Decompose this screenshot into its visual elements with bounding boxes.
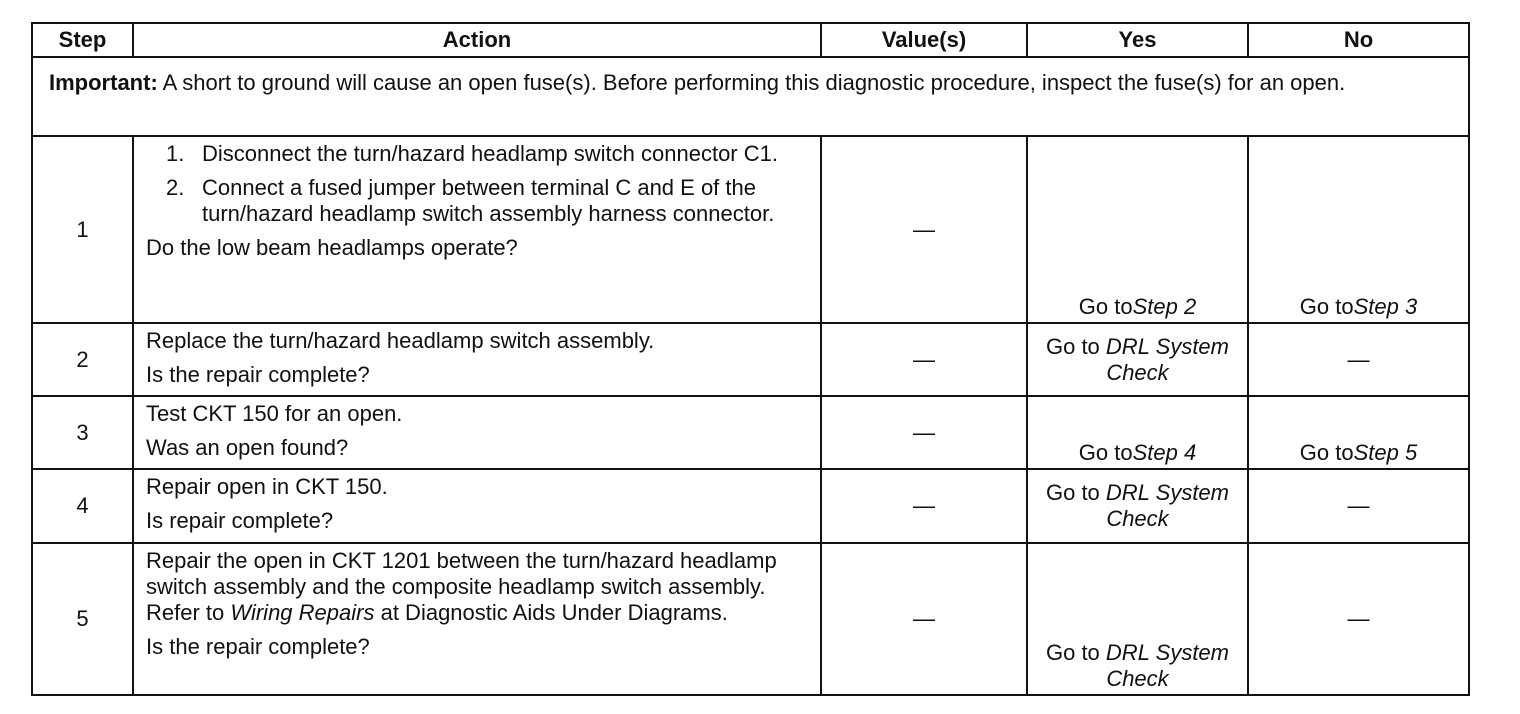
substep-text: Disconnect the turn/hazard headlamp switch connector C1. [202,141,778,166]
no-cell: — [1248,469,1469,543]
diagnostic-table [31,22,1470,696]
substep-number: 2. [166,175,185,200]
step-question: Was an open found? [146,435,349,460]
yes-cell [1027,396,1248,469]
important-label: Important: [49,70,158,95]
table-row [32,323,1469,396]
important-text: A short to ground will cause an open fuse(s). Before performing this diagnostic procedure, inspect the fuse(s) for an open. [162,70,1346,95]
step-number: 5 [32,543,133,695]
yes-cell [1027,323,1248,396]
action-text: Replace the turn/hazard headlamp switch assembly. [146,328,655,353]
yes-prefix: Go to [1078,294,1133,319]
action-cell [133,469,821,543]
no-prefix: Go to [1299,440,1354,465]
step-question: Is the repair complete? [146,362,370,387]
list-item [146,175,808,227]
yes-reference: Step 2 [1132,294,1197,319]
table-row [32,543,1469,695]
wiring-repairs-reference: Wiring Repairs [230,600,375,625]
yes-prefix: Go to [1045,333,1100,359]
yes-prefix: Go to [1078,440,1133,465]
yes-prefix: Go to [1045,640,1100,665]
value-cell: — [821,396,1027,469]
yes-prefix: Go to [1045,480,1100,505]
action-text: Repair open in CKT 150. [146,474,388,499]
substep-list [146,141,808,227]
no-reference: Step 5 [1353,440,1418,465]
step-number: 2 [32,323,133,396]
no-cell [1248,396,1469,469]
yes-cell [1027,469,1248,543]
table-row [32,136,1469,323]
table-row [32,396,1469,469]
action-text [146,548,808,626]
step-number: 1 [32,136,133,323]
table-row [32,469,1469,543]
substep-number: 1. [166,141,185,166]
yes-reference: Step 4 [1132,440,1197,465]
action-text: Test CKT 150 for an open. [146,401,403,426]
step-question: Is the repair complete? [146,634,370,659]
step-number: 3 [32,396,133,469]
yes-cell [1027,136,1248,323]
step-question: Do the low beam headlamps operate? [146,235,518,260]
no-reference: Step 3 [1353,294,1418,319]
yes-reference: DRL System Check [1105,640,1229,691]
step-question: Is repair complete? [146,508,334,533]
step-number: 4 [32,469,133,543]
action-cell [133,396,821,469]
yes-reference: DRL System Check [1105,480,1229,531]
value-cell: — [821,543,1027,695]
action-text-pre: Repair the open in CKT 1201 between the turn/hazard headlamp switch assembly and the composite headlamp switch assembly. Refer to [146,548,777,625]
action-cell [133,136,821,323]
yes-reference: DRL System Check [1105,333,1229,385]
yes-cell [1027,543,1248,695]
value-cell: — [821,323,1027,396]
header-values: Value(s) [821,23,1027,57]
action-cell [133,543,821,695]
action-cell [133,323,821,396]
important-row [32,57,1469,136]
no-cell [1248,136,1469,323]
no-prefix: Go to [1299,294,1354,319]
value-cell: — [821,469,1027,543]
header-row [32,23,1469,57]
list-item [146,141,808,167]
value-cell: — [821,136,1027,323]
action-text-post: at Diagnostic Aids Under Diagrams. [380,600,728,625]
substep-text: Connect a fused jumper between terminal C and E of the turn/hazard headlamp switch assembly harness connector. [202,175,775,226]
header-action: Action [133,23,821,57]
important-note [32,57,1469,136]
header-step: Step [32,23,133,57]
header-yes: Yes [1027,23,1248,57]
header-no: No [1248,23,1469,57]
no-cell: — [1248,323,1469,396]
no-cell: — [1248,543,1469,695]
